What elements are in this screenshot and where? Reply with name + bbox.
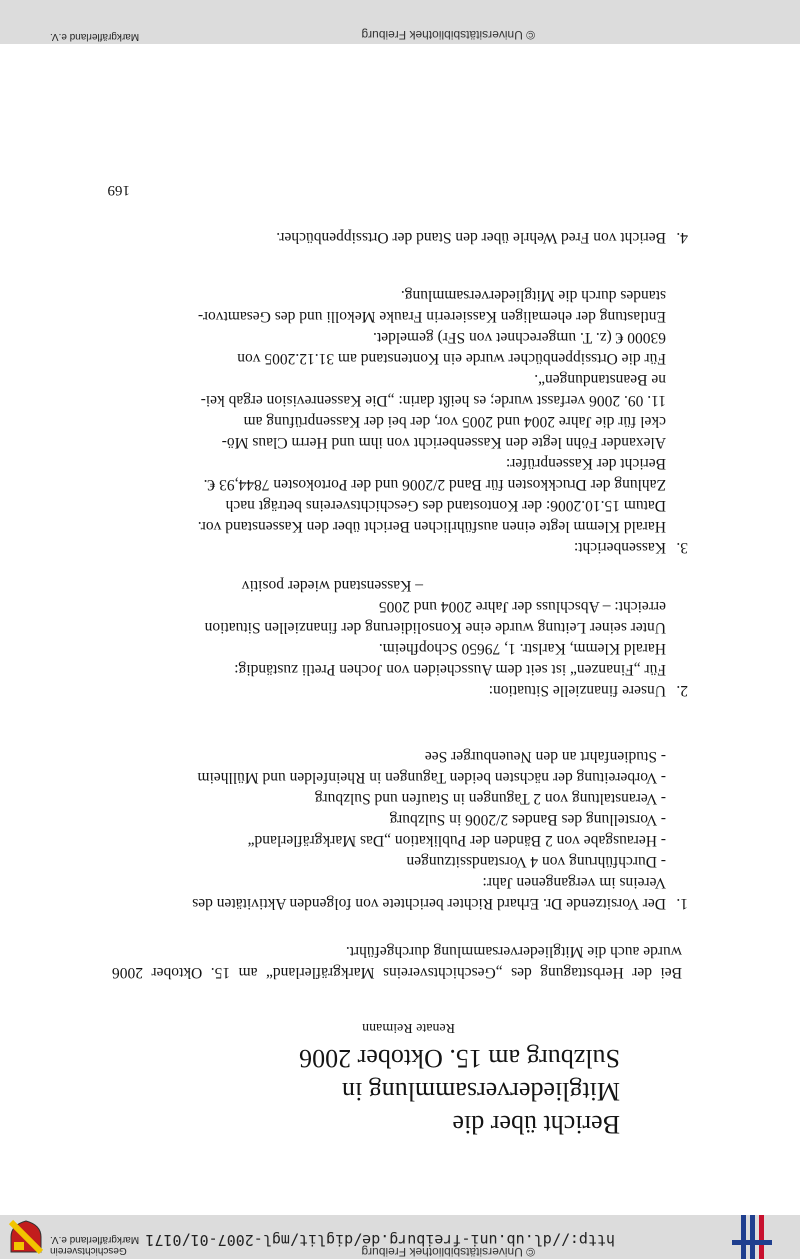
ub-logo-icon	[732, 1215, 772, 1259]
verein-crest-icon	[8, 1219, 44, 1255]
list-item: 1. Der Vorsitzende Dr. Erhard Richter berichtete von folgenden Aktivitäten des Vereins im vergangenen Jahr: - Durchführung von 4 Vorstandssitzungen - Herausgabe von 2 Bänden der Publikation „Das Markgräflerland“ - Vorstellung des Bandes 2/2006 in Sulzburg - Veranstaltung von 2 Tagungen in Staufen und Sulzburg - Vorbereitung der nächsten beiden Tagungen in Rheinfelden und Müllheim - Studienfahrt an den Neuenburger See	[192, 748, 688, 912]
intro-paragraph: Bei der Herbsttagung des „Geschichtsvereins Markgräflerland“ am 15. Oktober 2006 wurde auch die Mitgliederversammlung durchgeführt.	[112, 943, 682, 981]
viewer-header-bar	[0, 1215, 800, 1259]
list-item: 2. Unsere finanzielle Situation: Für „Finanzen“ ist seit dem Ausscheiden von Jochen Pretli zuständig: Harald Klemm, Karlstr. 1, 79650 Schopfheim. Unter seiner Leitung wurde eine Konsolidierung der finanziellen Situation erreicht: – Abschluss der Jahre 2004 und 2005 – Kassenstand wieder positiv	[204, 577, 688, 699]
footer-verein: Markgräflerland e.V.	[50, 31, 140, 42]
document-url-link[interactable]: http://dl.ub.uni-freiburg.de/diglit/mgl-2007-01/0171	[145, 1231, 615, 1249]
institution-copyright: © Universitätsbibliothek Freiburg	[361, 1245, 535, 1259]
page-title: Bericht über die Mitgliederversammlung in Sulzburg am 15. Oktober 2006	[299, 1044, 620, 1139]
author: Renate Reimann	[362, 1020, 455, 1035]
viewer-footer-bar	[0, 0, 800, 44]
page-number: 169	[107, 182, 130, 198]
verein-name: Geschichtsverein Markgräflerland e.V.	[50, 1234, 140, 1256]
footer-institution: © Universitätsbibliothek Freiburg	[361, 28, 535, 42]
list-item: 4. Bericht von Fred Wehrle über den Stand der Ortssippenbücher.	[276, 229, 688, 246]
list-item: 3. Kassenbericht: Harald Klemm legte einen ausführlichen Bericht über den Kassenstand vor. Datum 15.10.2006: der Kontostand des Geschichtsvereins beträgt nach Zahlung der Druckkosten für Band 2/2006 und der Portokosten 7844,93 €. Bericht der Kassenprüfer: Alexander Föhn legte den Kassenbericht von ihm und Herrn Claus Mö- ckel für die Jahre 2004 und 2005 vor, der bei der Kassenprüfung am 11. 09. 2006 verfasst wurde; es heißt darin: „Die Kassenrevision ergab kei- ne Beanstandungen“. Für die Ortssippenbücher wurde ein Kontenstand am 31.12.2005 von 63000 € (z. T. umgerechnet von SFr) gemeldet. Entlastung der ehemaligen Kassiererin Frauke Mekolli und des Gesamtvor- standes durch die Mitgliederversammlung.	[197, 287, 688, 556]
